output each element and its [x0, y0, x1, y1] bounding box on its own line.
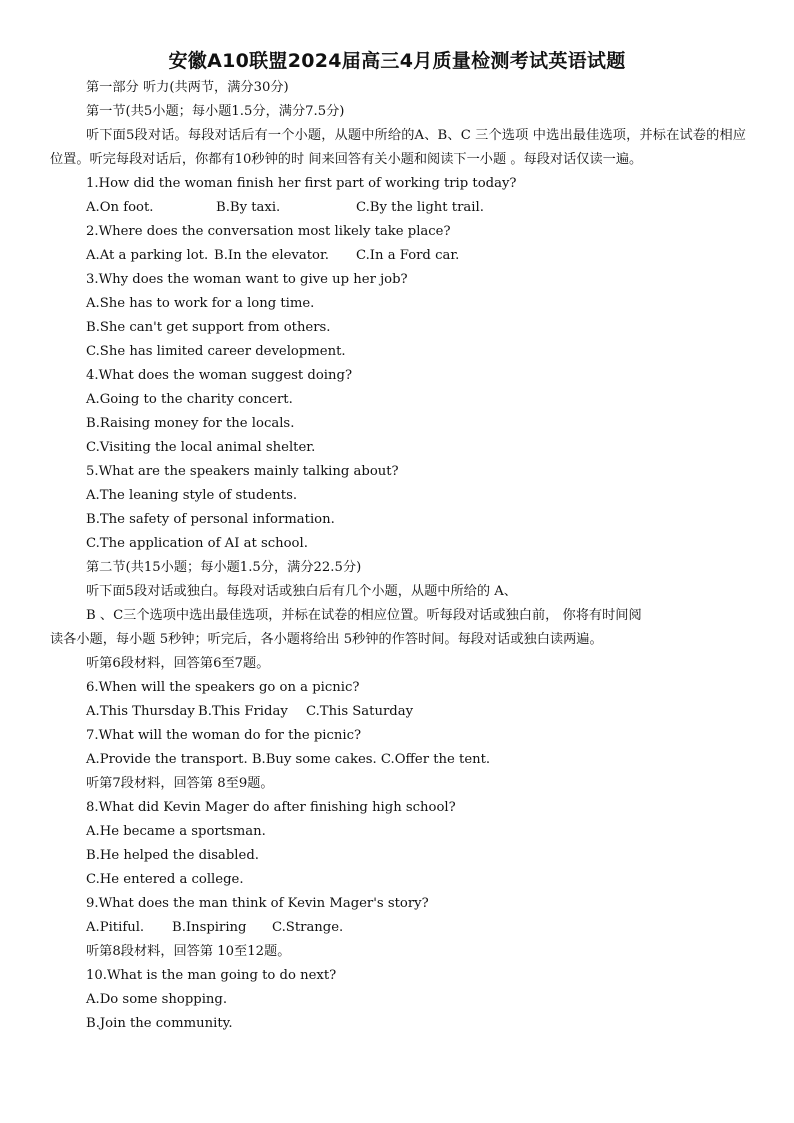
- question-2: 2.Where does the conversation most likely take place?: [86, 224, 451, 239]
- question-9-options: [50, 916, 746, 940]
- option-a: A.Do some shopping.: [86, 992, 228, 1007]
- section1-instructions: 听下面5段对话。每段对话后有一个小题，从题中所给的A、B、C 三个选项 中选出最佳选项，并标在试卷的相应位置。听完每段对话后，你都有10秒钟的时 间来回答有关小题和阅读下一小题 。每段对话仅读一遍。: [50, 128, 746, 167]
- section2-instructions-1: 听下面5段对话或独白。每段对话或独白后有几个小题，从题中所给的 A、: [86, 584, 517, 599]
- option-b: B.She can't get support from others.: [86, 320, 331, 335]
- option-a: A.Going to the charity concert.: [86, 392, 293, 407]
- option-a: A.Pitiful.: [86, 920, 145, 935]
- question-4: 4.What does the woman suggest doing?: [86, 368, 353, 383]
- option-a: A.The leaning style of students.: [86, 488, 298, 503]
- question-8: 8.What did Kevin Mager do after finishing high school?: [86, 800, 456, 815]
- option-c: C.Strange.: [272, 920, 344, 935]
- option-a: A.He became a sportsman.: [86, 824, 266, 839]
- option-b: B.Join the community.: [86, 1016, 233, 1031]
- option-b: B.He helped the disabled.: [86, 848, 259, 863]
- part-heading: 第一部分 听力(共两节，满分30分): [86, 80, 289, 95]
- question-7: 7.What will the woman do for the picnic?: [86, 728, 362, 743]
- section2-instructions-2: B 、C三个选项中选出最佳选项，并标在试卷的相应位置。听每段对话或独白前， 你将有时间阅: [86, 608, 642, 623]
- material-heading: 听第8段材料，回答第 10至12题。: [86, 944, 291, 959]
- material-heading: 听第6段材料，回答第6至7题。: [86, 656, 270, 671]
- option-b: B.Raising money for the locals.: [86, 416, 295, 431]
- option-b: B.Inspiring: [172, 920, 247, 935]
- question-10: 10.What is the man going to do next?: [86, 968, 337, 983]
- option-a: A.At a parking lot.: [86, 248, 209, 263]
- question-6-options: [50, 700, 746, 724]
- section2-instructions-3: 读各小题，每小题 5秒钟；听完后，各小题将给出 5秒钟的作答时间。每段对话或独白读两遍。: [50, 632, 603, 647]
- exam-content: [50, 76, 746, 1036]
- exam-title: 安徽A10联盟2024届高三4月质量检测考试英语试题: [168, 50, 626, 72]
- section1-heading: 第一节(共5小题；每小题1.5分，满分7.5分): [86, 104, 345, 119]
- option-c: C.In a Ford car.: [356, 248, 460, 263]
- option-b: B.The safety of personal information.: [86, 512, 335, 527]
- section2-heading: 第二节(共15小题；每小题1.5分，满分22.5分): [86, 560, 362, 575]
- option-c: C.He entered a college.: [86, 872, 244, 887]
- option-c: C.The application of AI at school.: [86, 536, 308, 551]
- option-a: A.She has to work for a long time.: [86, 296, 315, 311]
- option-a: A.This Thursday: [86, 704, 195, 719]
- question-2-options: [50, 244, 746, 268]
- option-a: A.On foot.: [86, 200, 154, 215]
- question-1: 1.How did the woman finish her first part of working trip today?: [86, 176, 517, 191]
- option-b: B.This Friday: [198, 704, 288, 719]
- question-5: 5.What are the speakers mainly talking about?: [86, 464, 399, 479]
- option-c: C.By the light trail.: [356, 200, 484, 215]
- material-heading: 听第7段材料，回答第 8至9题。: [86, 776, 274, 791]
- question-1-options: [50, 196, 746, 220]
- option-b: B.By taxi.: [216, 200, 281, 215]
- question-9: 9.What does the man think of Kevin Mager's story?: [86, 896, 429, 911]
- question-7-options: A.Provide the transport. B.Buy some cakes. C.Offer the tent.: [86, 752, 491, 767]
- option-c: C.Visiting the local animal shelter.: [86, 440, 316, 455]
- option-b: B.In the elevator.: [214, 248, 329, 263]
- question-6: 6.When will the speakers go on a picnic?: [86, 680, 360, 695]
- option-c: C.This Saturday: [306, 704, 414, 719]
- option-c: C.She has limited career development.: [86, 344, 346, 359]
- question-3: 3.Why does the woman want to give up her job?: [86, 272, 408, 287]
